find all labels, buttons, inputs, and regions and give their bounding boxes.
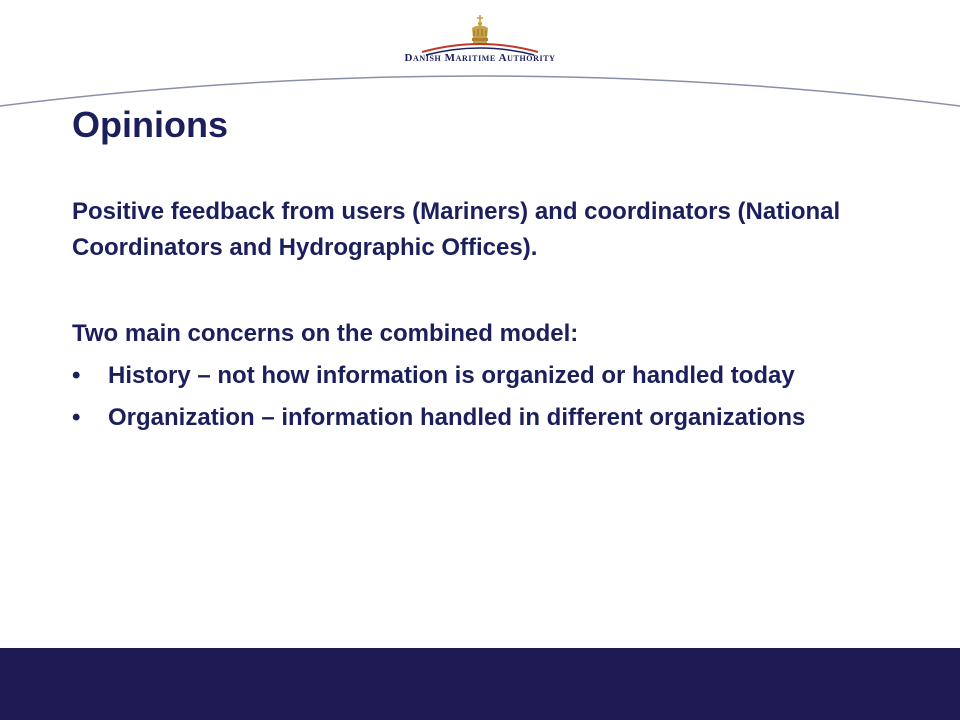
slide-title: Opinions xyxy=(72,104,228,145)
concerns-intro: Two main concerns on the combined model: xyxy=(72,320,579,347)
footer-bar xyxy=(0,648,960,720)
bullet-text: Organization – information handled in different organizations xyxy=(108,404,806,431)
list-item xyxy=(72,400,912,436)
list-item xyxy=(72,358,912,394)
bullet-text: History – not how information is organized or handled today xyxy=(108,362,795,389)
bullet-icon: • xyxy=(72,362,81,389)
bullet-icon: • xyxy=(72,404,81,431)
feedback-paragraph: Positive feedback from users (Mariners) and coordinators (National Coordinators and Hydrographic Offices). xyxy=(72,198,841,261)
organization-name: Danish Maritime Authority xyxy=(404,52,556,64)
slide-body xyxy=(72,194,912,436)
concerns-list xyxy=(72,358,912,436)
